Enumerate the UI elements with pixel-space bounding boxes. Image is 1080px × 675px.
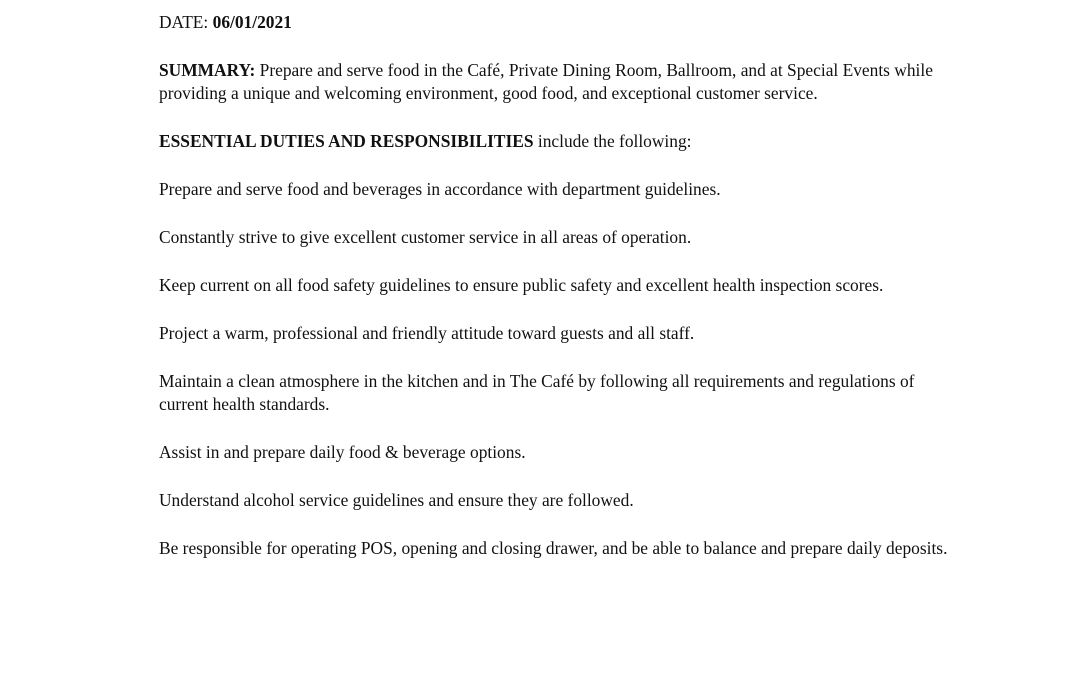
- date-value: 06/01/2021: [212, 12, 292, 32]
- duty-item: Assist in and prepare daily food & beverage options.: [159, 442, 526, 462]
- duty-item: Maintain a clean atmosphere in the kitchen and in The Café by following all requirements and regulations of current health standards.: [159, 371, 915, 414]
- duty-item: Prepare and serve food and beverages in accordance with department guidelines.: [159, 179, 721, 199]
- duties-heading: ESSENTIAL DUTIES AND RESPONSIBILITIES: [159, 131, 534, 151]
- duty-item: Keep current on all food safety guidelines to ensure public safety and excellent health inspection scores.: [159, 275, 884, 295]
- duty-item: Be responsible for operating POS, opening and closing drawer, and be able to balance and prepare daily deposits.: [159, 538, 948, 558]
- summary-label: SUMMARY:: [159, 60, 256, 80]
- duty-item: Understand alcohol service guidelines and ensure they are followed.: [159, 490, 634, 510]
- summary-text: Prepare and serve food in the Café, Private Dining Room, Ballroom, and at Special Events while providing a unique and welcoming environment, good food, and exceptional customer service.: [159, 60, 933, 103]
- duty-item: Constantly strive to give excellent customer service in all areas of operation.: [159, 227, 692, 247]
- duties-intro: include the following:: [533, 131, 692, 151]
- date-label: DATE:: [159, 12, 213, 32]
- date-line: [159, 11, 949, 34]
- document-body: [159, 11, 949, 585]
- duties-heading-line: [159, 130, 949, 153]
- summary-paragraph: [159, 59, 949, 105]
- duty-item: Project a warm, professional and friendly attitude toward guests and all staff.: [159, 323, 695, 343]
